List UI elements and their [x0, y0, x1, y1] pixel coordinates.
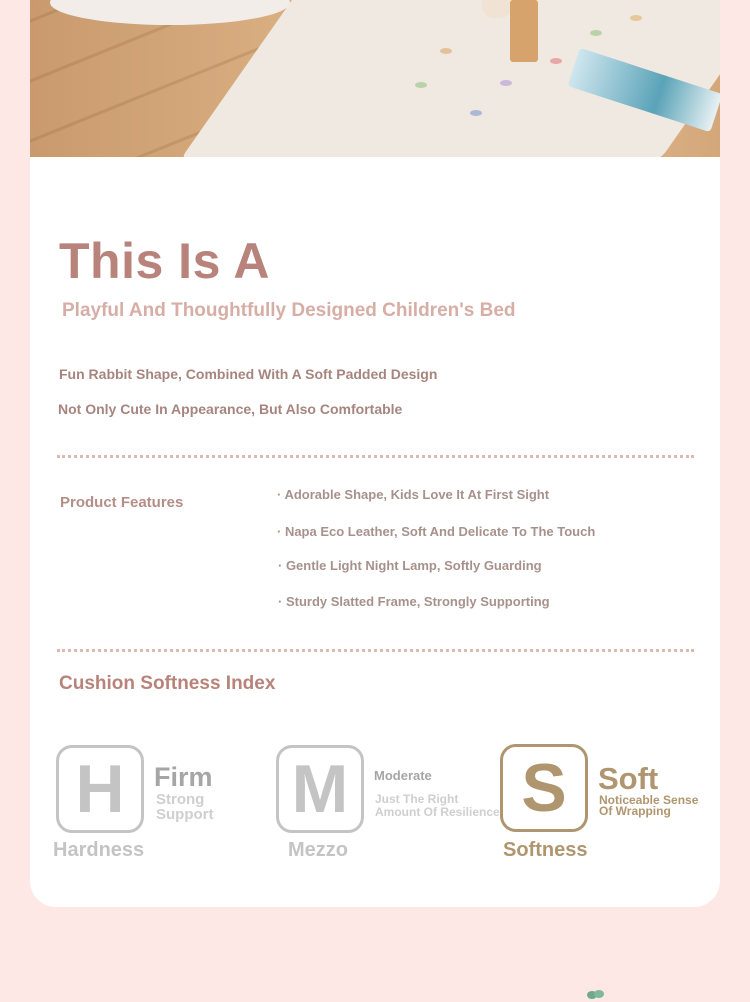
softness-level: Soft	[598, 761, 659, 796]
softness-label: Softness	[503, 839, 588, 861]
mezzo-label: Mezzo	[288, 839, 348, 861]
feature-item: · Napa Eco Leather, Soft And Delicate To The Touch	[277, 524, 596, 539]
softness-index-title: Cushion Softness Index	[59, 673, 276, 694]
softness-letter: S	[521, 750, 567, 826]
feature-item: · Adorable Shape, Kids Love It At First Sight	[277, 487, 550, 502]
hardness-letter: H	[75, 751, 125, 827]
intro-line: Not Only Cute In Appearance, But Also Comfortable	[58, 401, 403, 417]
page-subtitle: Playful And Thoughtfully Designed Children's Bed	[62, 300, 516, 321]
hardness-level: Firm	[154, 762, 213, 792]
softness-desc: Noticeable Sense Of Wrapping	[599, 793, 699, 818]
mezzo-letter: M	[291, 751, 349, 827]
mezzo-badge	[276, 745, 364, 833]
mezzo-desc: Just The Right Amount Of Resilience	[375, 792, 500, 819]
hero-photo	[30, 0, 720, 157]
mezzo-level: Moderate	[374, 768, 432, 783]
feature-item: · Gentle Light Night Lamp, Softly Guarding	[278, 558, 542, 573]
feature-item: · Sturdy Slatted Frame, Strongly Supporting	[278, 594, 550, 609]
page-title: This Is A	[59, 233, 271, 289]
hardness-badge	[56, 745, 144, 833]
hardness-label: Hardness	[53, 839, 145, 861]
hardness-desc: Strong Support	[156, 791, 214, 823]
features-label: Product Features	[60, 494, 184, 511]
intro-line: Fun Rabbit Shape, Combined With A Soft Padded Design	[59, 366, 438, 382]
dotted-divider	[57, 455, 694, 458]
softness-badge	[500, 744, 588, 832]
dotted-divider	[57, 649, 694, 652]
